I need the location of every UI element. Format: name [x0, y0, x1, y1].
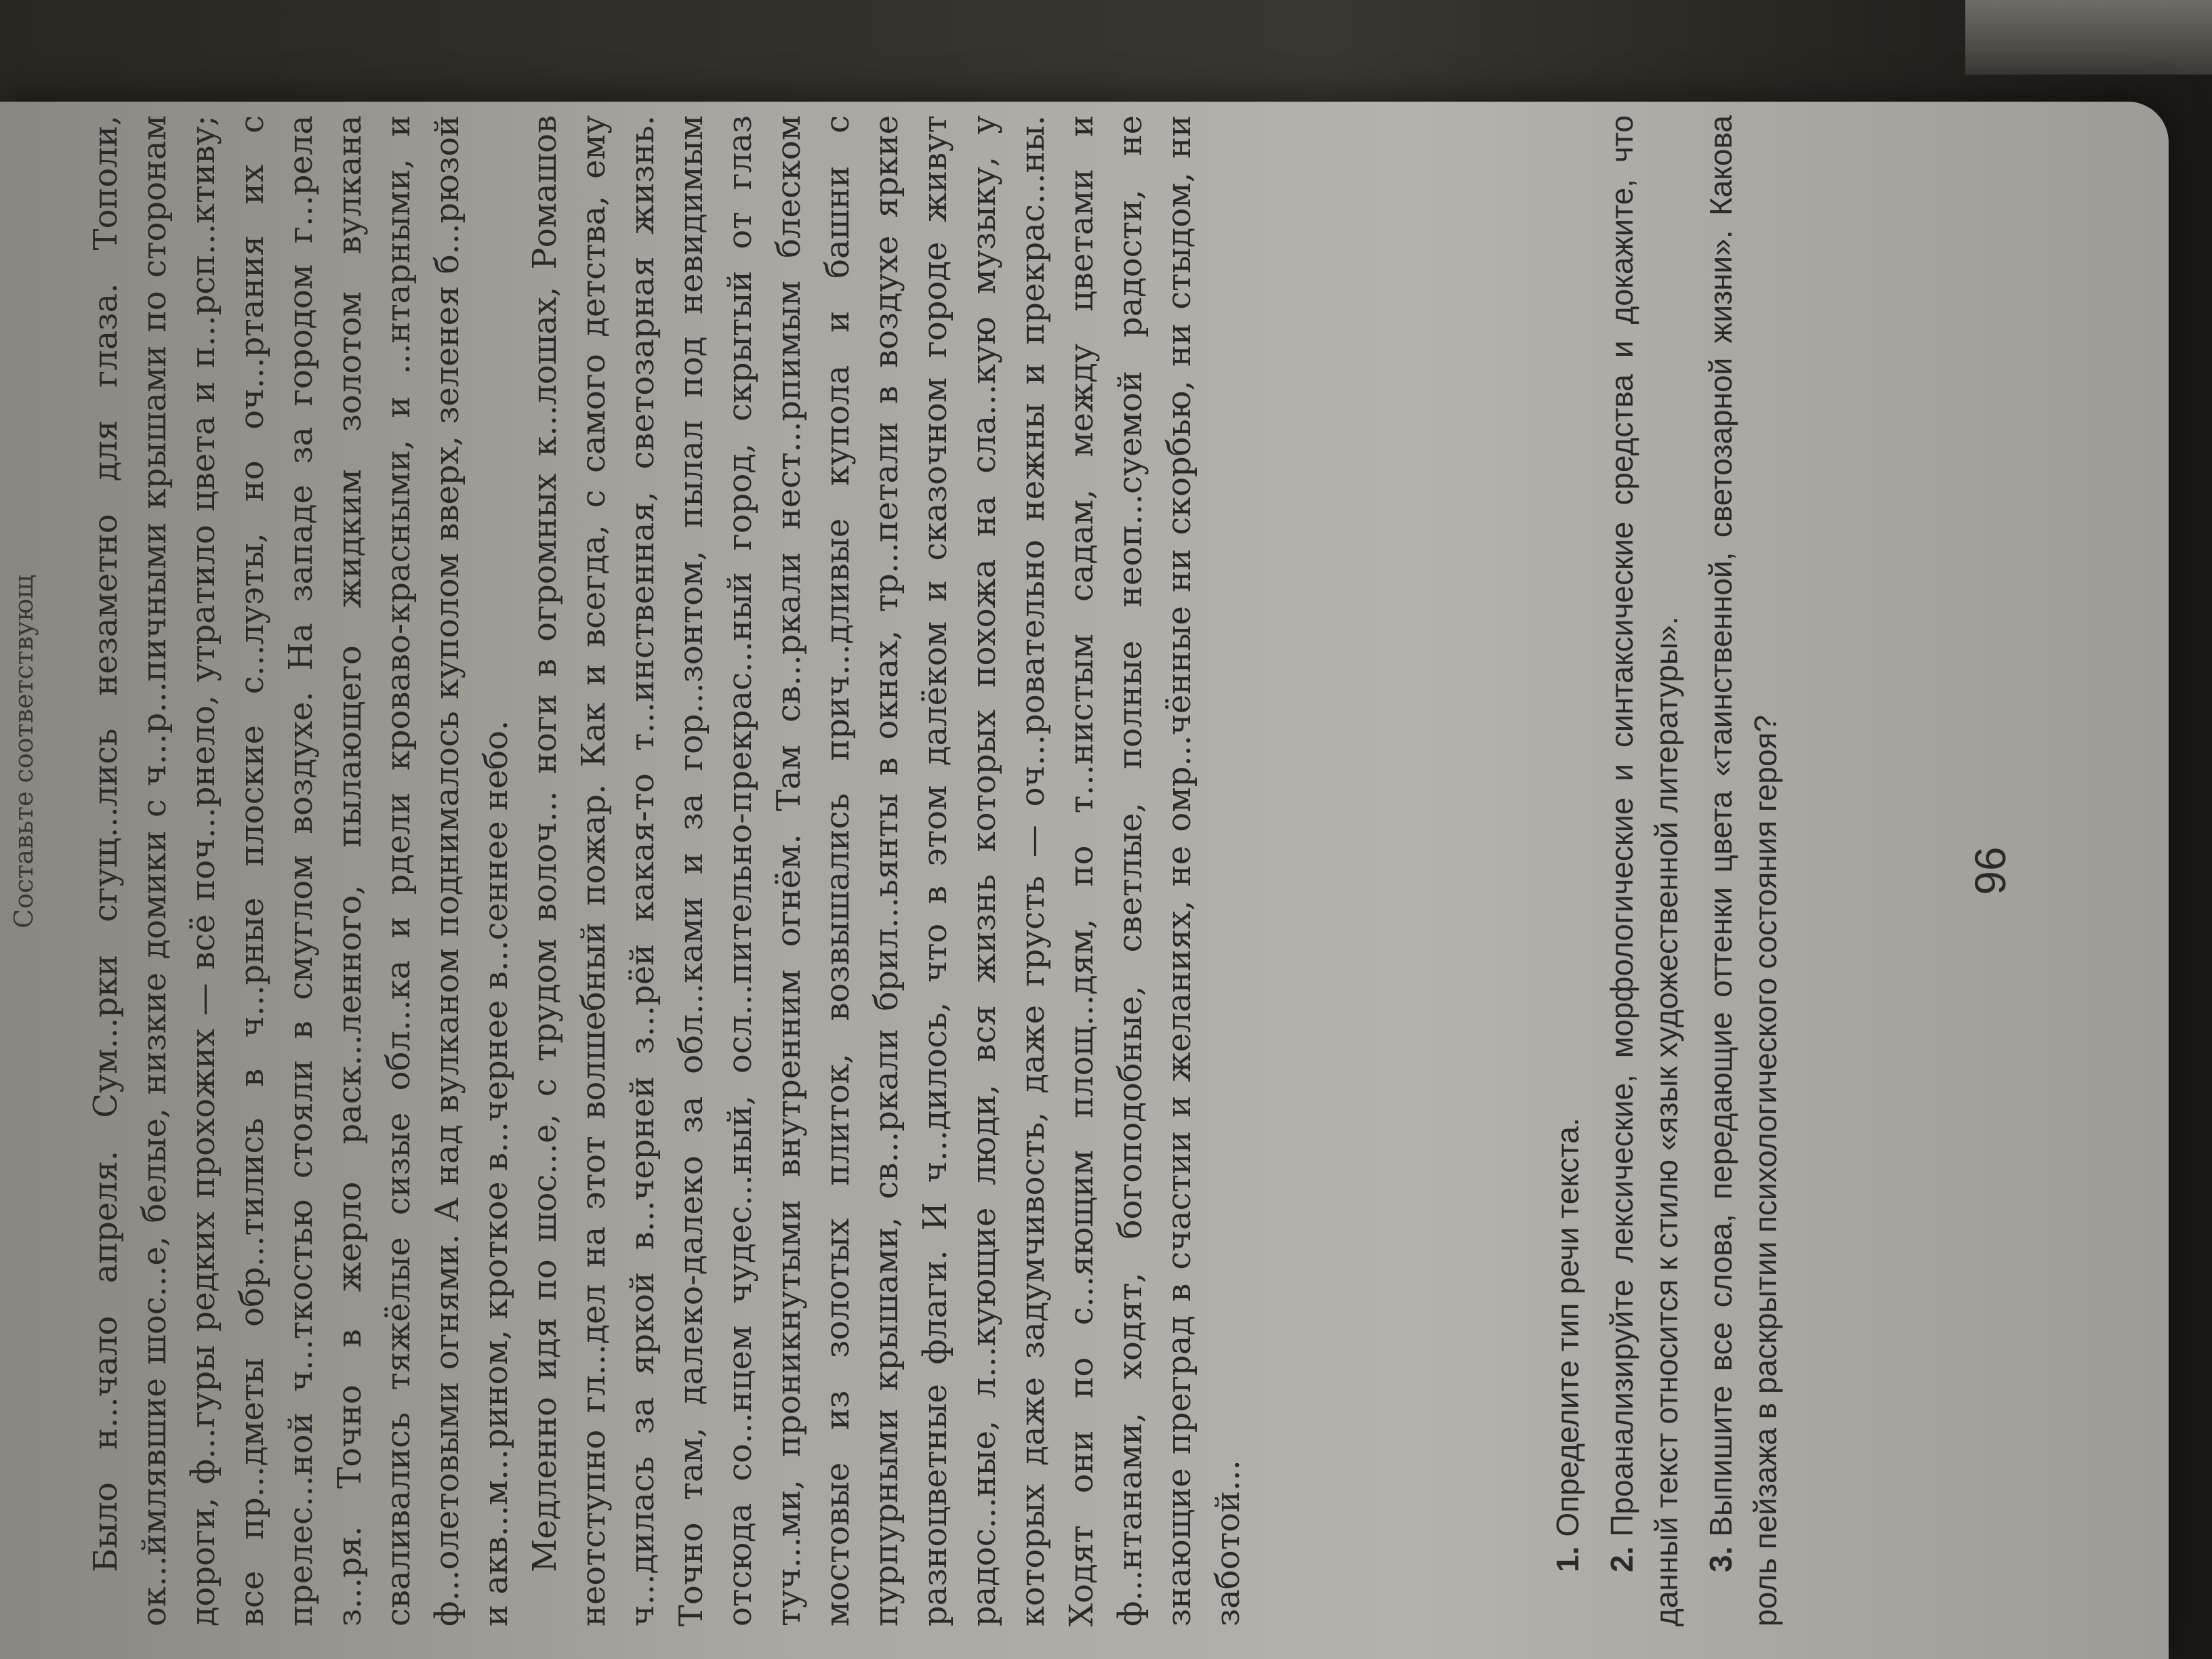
- task-item: [1545, 115, 1590, 1626]
- task-item: [1599, 115, 1689, 1626]
- page-header-text: Составьте соответствующ: [9, 574, 39, 928]
- task-number: 1.: [1550, 1546, 1585, 1572]
- page-content: [0, 88, 2128, 1647]
- passage-paragraph: Медленно идя по шос...е, с трудом волоч... ноги в огромных к...лошах, Ромашов неотступно гл...дел на этот волшебный пожар. Как и всегда, с самого детства, ему ч...дилась за яркой в...черней з...рёй какая-то т...инственная, светозарная жизнь. Точно там, далеко-далеко за обл...ками и за гор...зонтом, пылал под невидимым отсюда со...нцем чудес...ный, осл...пительно-прекрас...ный город, скрытый от глаз туч...ми, проникнутыми внутренним огнём. Там св...ркали нест...рпимым блеском мостовые из золотых плиток, возвышались прич...дливые купола и башни с пурпурными крышами, св...ркали брил...ьянты в окнах, тр...петали в воздухе яркие разноцветные флаги. И ч...дилось, что в этом далёком и сказочном городе живут радос...ные, л...кующие люди, вся жизнь которых похожа на сла...кую музыку, у которых даже задумчивость, даже грусть — оч...ровательно нежны и прекрас...ны. Ходят они по с...яющим площ...дям, по т...нистым садам, между цветами и ф...нтанами, ходят, богоподобные, светлые, полные неоп...суемой радости, не знающие преград в счастии и желаниях, не омр...чённые ни скорбью, ни стыдом, ни заботой...: [526, 115, 1247, 1626]
- passage-paragraph: Было н...чало апреля. Сум...рки сгущ...лись незаметно для глаза. Тополи, ок...ймлявшие шос...е, белые, низкие домики с ч...р...пичными крышами по сторонам дороги, ф...гуры редких прохожих — всё поч...рнело, утратило цвета и п...рсп...ктиву; все пр...дметы обр...тились в ч...рные плоские с...луэты, но оч...ртания их с прелес...ной ч...ткостью стояли в смуглом воздухе. На западе за городом г...рела з...ря. Точно в жерло раск...ленного, пылающего жидким золотом вулкана сваливались тяжёлые сизые обл...ка и рдели кроваво-красными, и ...нтарными, и ф...олетовыми огнями. А над вулканом поднималось куполом вверх, зеленея б...рюзой и акв...м...рином, кроткое в...чернее в...сеннее небо.: [87, 115, 515, 1626]
- page-number: 96: [1966, 846, 2015, 895]
- task-text: Проанализируйте лексические, морфологические и синтаксические средства и докажите, что данный текст относится к стилю «язык художественной литературы».: [1604, 115, 1684, 1626]
- task-item: [1698, 115, 1788, 1626]
- task-text: Выпишите все слова, передающие оттенки цвета «таинственной, светозарной жизни». Какова роль пейзажа в раскрытии психологического состояния героя?: [1703, 115, 1783, 1626]
- task-number: 2.: [1604, 1546, 1639, 1572]
- passage: [81, 115, 1252, 1626]
- task-number: 3.: [1703, 1546, 1738, 1572]
- task-text: Определите тип речи текста.: [1550, 1118, 1585, 1537]
- facing-page-edge: [1965, 0, 2212, 75]
- task-list: [1545, 115, 1797, 1626]
